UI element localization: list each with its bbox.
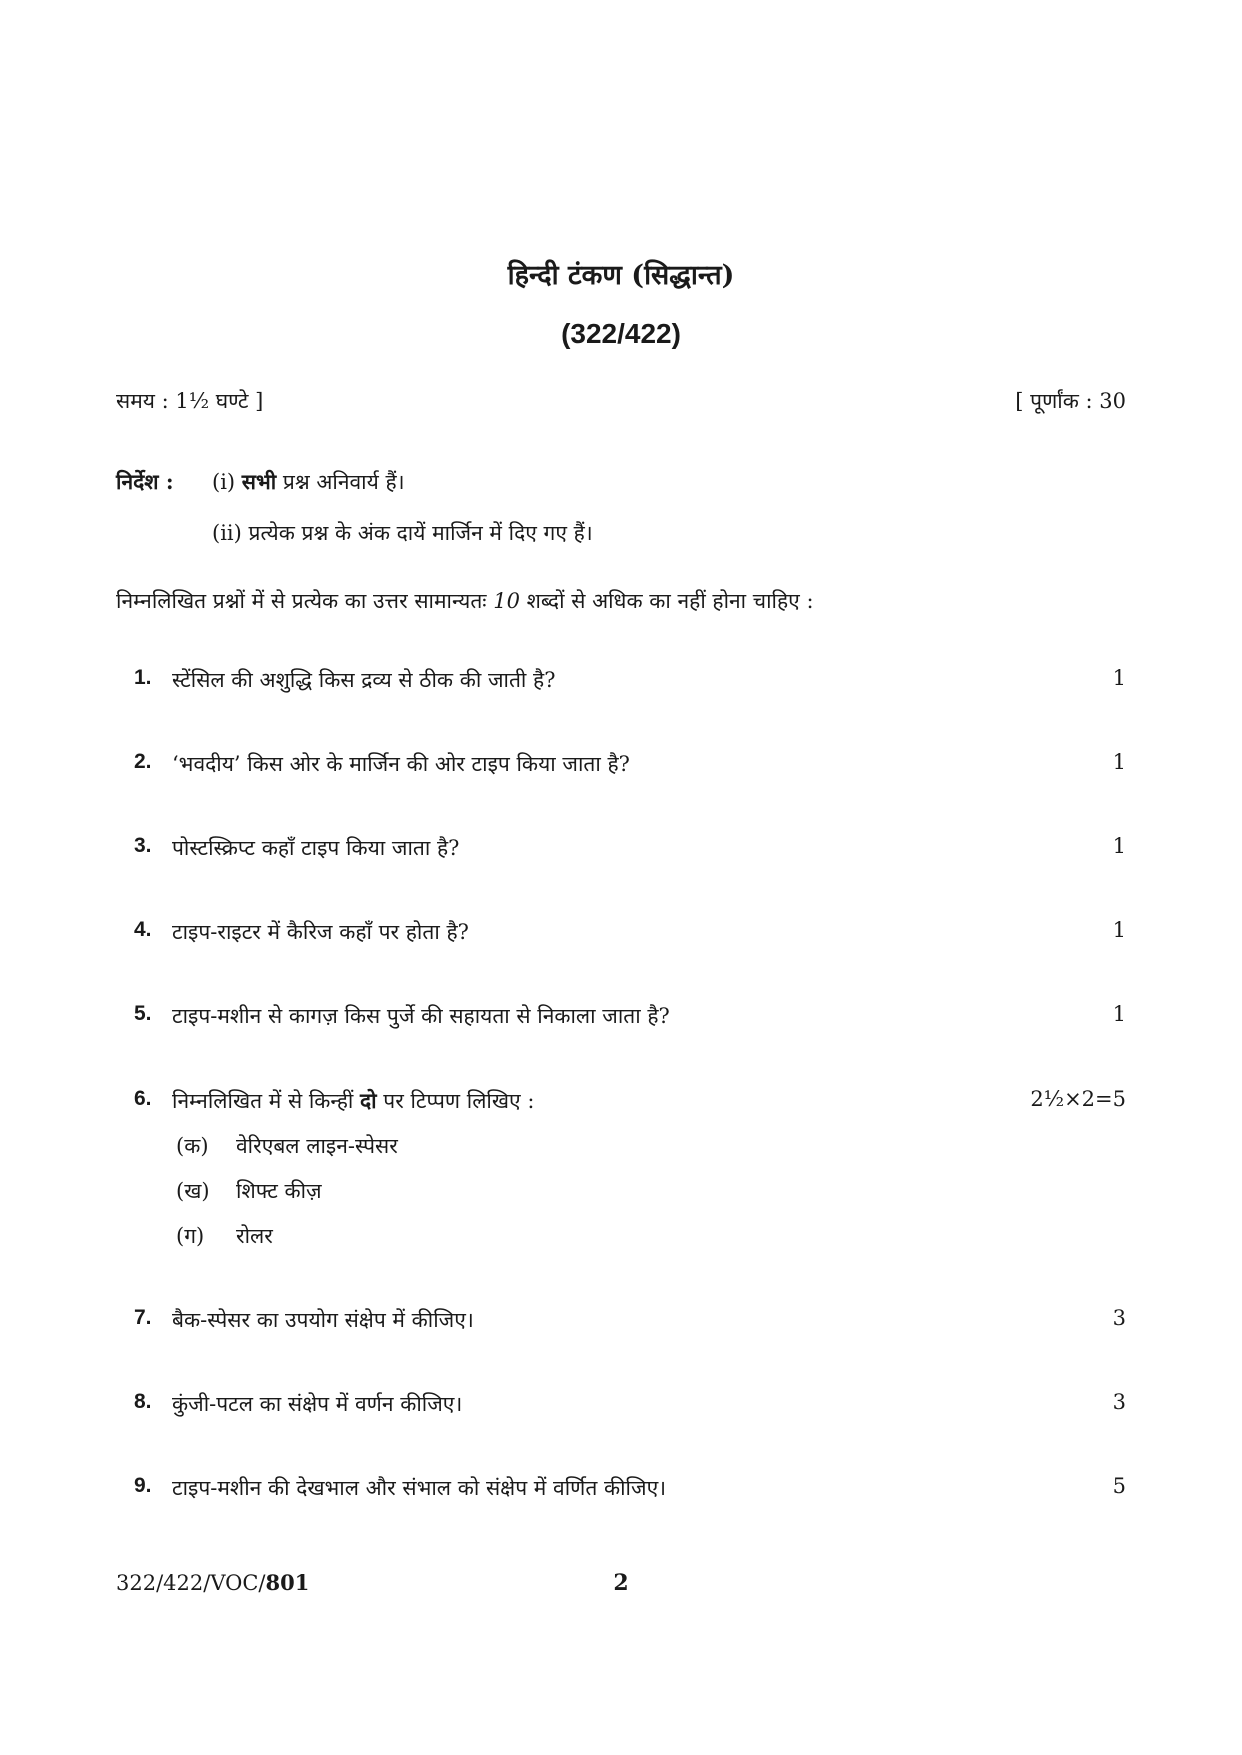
question-marks: 1 <box>1112 834 1126 858</box>
question-text-bold: दो <box>360 1088 377 1113</box>
question-text: बैक-स्पेसर का उपयोग संक्षेप में कीजिए। <box>172 1308 474 1332</box>
question-text-after: पर टिप्पण लिखिए : <box>383 1089 535 1113</box>
question-text: ‘भवदीय’ किस ओर के मार्जिन की ओर टाइप किया जाता है? <box>172 752 630 776</box>
question-number: 9. <box>134 1474 152 1497</box>
instruction-1-num: (i) <box>212 470 236 494</box>
option-label: (ग) <box>176 1224 205 1248</box>
question-marks: 3 <box>1112 1390 1126 1414</box>
instruction-2: (ii) प्रत्येक प्रश्न के अंक दायें मार्जिन में दिए गए हैं। <box>212 521 593 545</box>
question-marks: 2½×2=5 <box>1030 1087 1126 1111</box>
question-number: 3. <box>134 834 152 857</box>
question-6-option-ga <box>176 1222 273 1250</box>
question-text: कुंजी-पटल का संक्षेप में वर्णन कीजिए। <box>172 1392 463 1416</box>
question-5 <box>134 1002 1126 1034</box>
question-1 <box>134 666 1126 698</box>
question-marks: 1 <box>1112 918 1126 942</box>
question-number: 2. <box>134 750 152 773</box>
question-number: 4. <box>134 918 152 941</box>
question-text <box>172 1087 534 1115</box>
question-marks: 5 <box>1112 1474 1126 1498</box>
instruction-1 <box>212 468 405 496</box>
question-7 <box>134 1306 1126 1338</box>
option-label: (क) <box>176 1134 209 1158</box>
question-text: टाइप-मशीन से कागज़ किस पुर्जे की सहायता से निकाला जाता है? <box>172 1004 670 1028</box>
question-number: 1. <box>134 666 152 689</box>
max-marks: [ पूर्णांक : 30 <box>1015 389 1126 413</box>
lead-word-count: 10 <box>493 589 520 613</box>
question-6 <box>134 1087 1126 1119</box>
question-text: पोस्टस्क्रिप्ट कहाँ टाइप किया जाता है? <box>172 836 460 860</box>
question-text: टाइप-मशीन की देखभाल और संभाल को संक्षेप में वर्णित कीजिए। <box>172 1476 667 1500</box>
paper-code: (322/422) <box>561 318 681 349</box>
lead-instruction <box>116 587 814 615</box>
question-marks: 1 <box>1112 750 1126 774</box>
question-text: स्टेंसिल की अशुद्धि किस द्रव्य से ठीक की जाती है? <box>172 668 556 692</box>
instruction-1-bold: सभी <box>241 469 277 494</box>
question-marks: 1 <box>1112 666 1126 690</box>
lead-after: शब्दों से अधिक का नहीं होना चाहिए : <box>526 589 814 613</box>
instruction-1-text: प्रश्न अनिवार्य हैं। <box>282 470 405 494</box>
question-6-option-ka <box>176 1132 398 1160</box>
question-3 <box>134 834 1126 866</box>
instructions-label: निर्देश : <box>116 469 174 494</box>
option-text: रोलर <box>236 1224 273 1248</box>
question-number: 6. <box>134 1087 152 1110</box>
question-text-before: निम्नलिखित में से किन्हीं <box>172 1089 354 1113</box>
option-label: (ख) <box>176 1179 210 1203</box>
paper-title: हिन्दी टंकण (सिद्धान्त) <box>507 260 735 291</box>
question-9 <box>134 1474 1126 1506</box>
question-4 <box>134 918 1126 950</box>
question-2 <box>134 750 1126 782</box>
question-number: 8. <box>134 1390 152 1413</box>
question-marks: 3 <box>1112 1306 1126 1330</box>
question-text: टाइप-राइटर में कैरिज कहाँ पर होता है? <box>172 920 469 944</box>
footer-code-bold: 801 <box>265 1570 310 1595</box>
lead-before: निम्नलिखित प्रश्नों में से प्रत्येक का उत्तर सामान्यतः <box>116 589 487 613</box>
option-text: शिफ्ट कीज़ <box>236 1179 322 1203</box>
question-number: 7. <box>134 1306 152 1329</box>
question-6-option-kha <box>176 1177 322 1205</box>
question-number: 5. <box>134 1002 152 1025</box>
question-8 <box>134 1390 1126 1422</box>
option-text: वेरिएबल लाइन-स्पेसर <box>236 1134 398 1158</box>
question-marks: 1 <box>1112 1002 1126 1026</box>
footer-code-prefix: 322/422/VOC/ <box>116 1571 266 1595</box>
time-allowed: समय : 1½ घण्टे ] <box>116 389 264 413</box>
page-number: 2 <box>613 1570 629 1596</box>
